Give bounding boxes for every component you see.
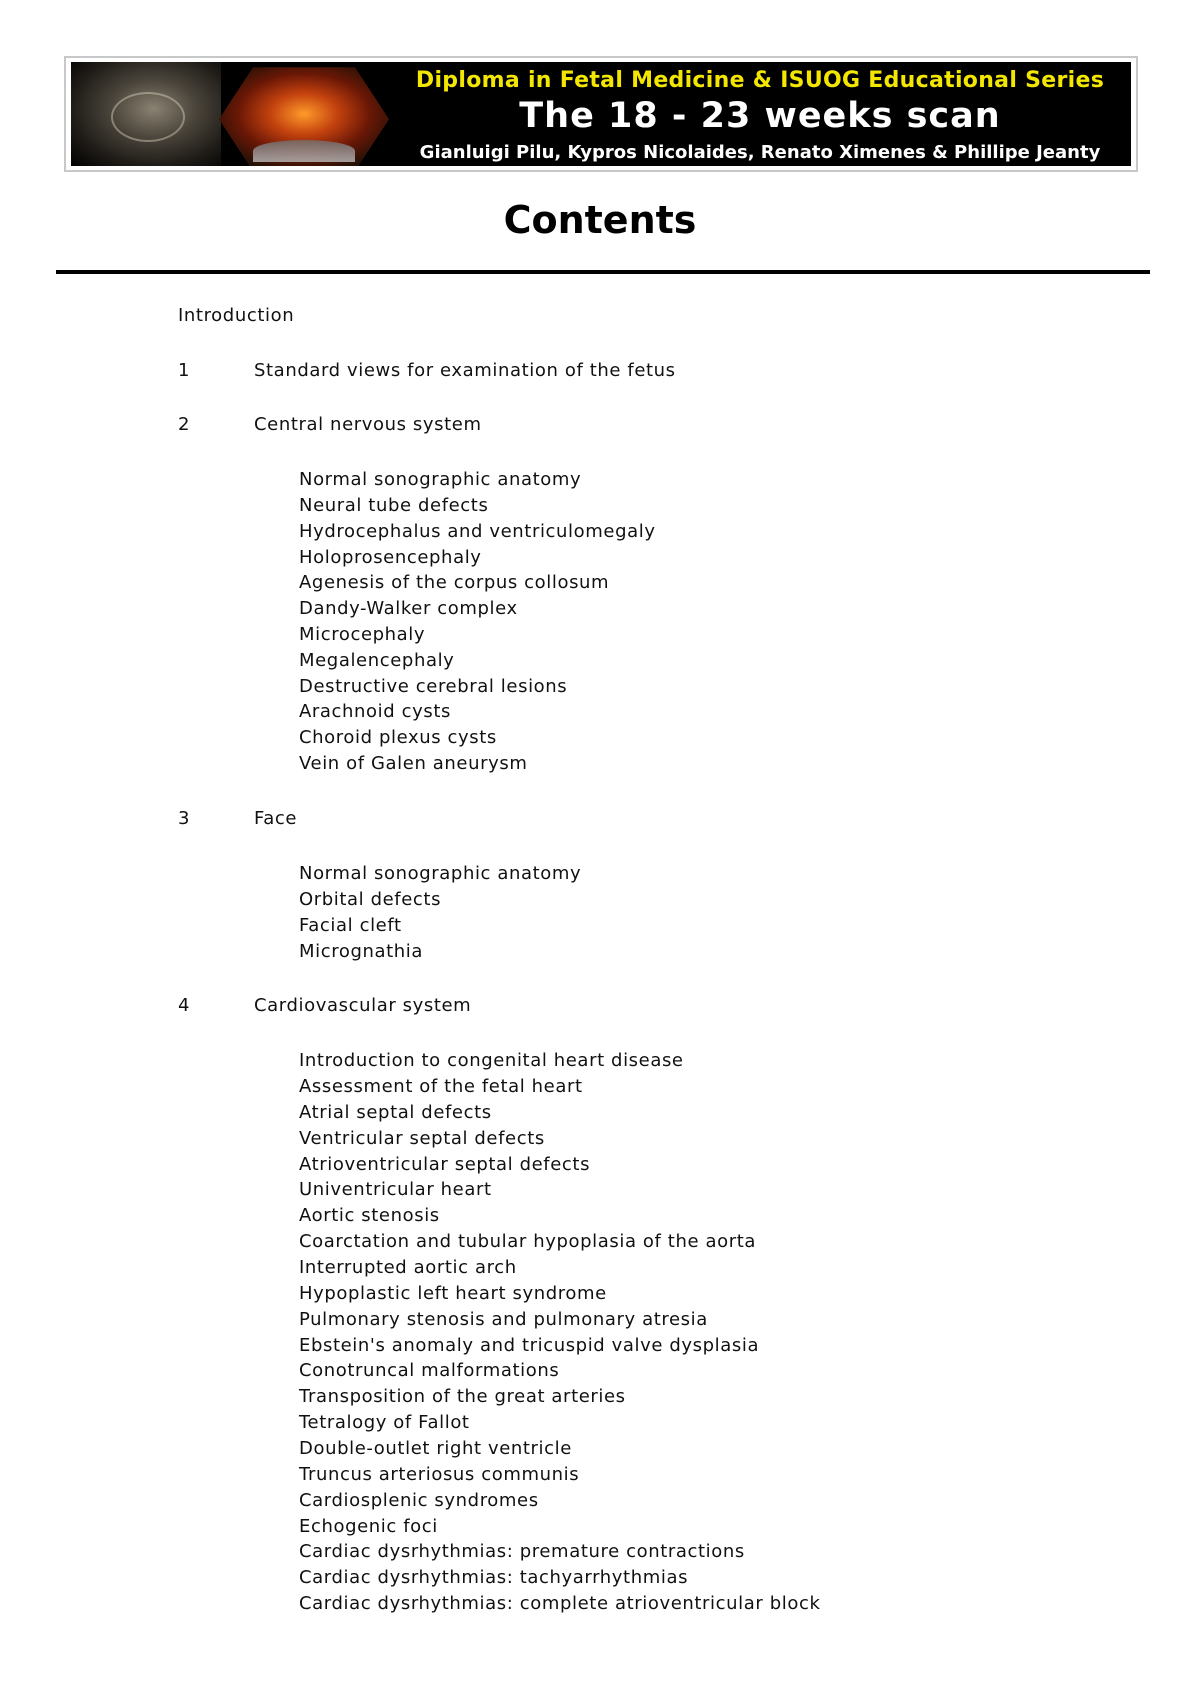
toc-item: Orbital defects: [299, 889, 442, 910]
toc-item: Transposition of the great arteries: [299, 1386, 626, 1407]
toc-item: Choroid plexus cysts: [299, 727, 497, 748]
chapter-title: Central nervous system: [254, 414, 482, 435]
toc-item: Univentricular heart: [299, 1179, 492, 1200]
toc-item: Holoprosencephaly: [299, 547, 482, 568]
page-title: Contents: [503, 198, 697, 242]
toc-item: Cardiac dysrhythmias: premature contractions: [299, 1541, 745, 1562]
toc-item: Normal sonographic anatomy: [299, 469, 582, 490]
toc-item: Neural tube defects: [299, 495, 489, 516]
toc-item: Arachnoid cysts: [299, 701, 451, 722]
chapter-number: 3: [178, 808, 191, 829]
toc-item: Facial cleft: [299, 915, 402, 936]
toc-item: Dandy-Walker complex: [299, 598, 518, 619]
toc-item: Introduction to congenital heart disease: [299, 1050, 684, 1071]
toc-item: Atrial septal defects: [299, 1102, 492, 1123]
toc-item: Microcephaly: [299, 624, 426, 645]
chapter-title: Face: [254, 808, 298, 829]
toc-item: Cardiosplenic syndromes: [299, 1490, 539, 1511]
toc-item: Conotruncal malformations: [299, 1360, 560, 1381]
doppler-ultrasound-image: [219, 62, 389, 166]
toc-item: Echogenic foci: [299, 1516, 438, 1537]
toc-item: Assessment of the fetal heart: [299, 1076, 583, 1097]
toc-item: Aortic stenosis: [299, 1205, 440, 1226]
banner-text: [389, 62, 1131, 166]
toc-item: Cardiac dysrhythmias: complete atrioventricular block: [299, 1593, 821, 1614]
chapter-title: Standard views for examination of the fetus: [254, 360, 676, 381]
toc-item: Vein of Galen aneurysm: [299, 753, 528, 774]
banner-image: [71, 62, 1131, 166]
toc-item: Double-outlet right ventricle: [299, 1438, 572, 1459]
toc-item: Ventricular septal defects: [299, 1128, 545, 1149]
chapter-title: Cardiovascular system: [254, 995, 472, 1016]
header-banner: [64, 56, 1138, 172]
toc-item: Micrognathia: [299, 941, 424, 962]
toc-item: Coarctation and tubular hypoplasia of the aorta: [299, 1231, 756, 1252]
authors: Gianluigi Pilu, Kypros Nicolaides, Renato Ximenes & Phillipe Jeanty: [419, 142, 1101, 163]
toc-item: Truncus arteriosus communis: [299, 1464, 580, 1485]
toc-item: Pulmonary stenosis and pulmonary atresia: [299, 1309, 708, 1330]
toc-item: Atrioventricular septal defects: [299, 1154, 591, 1175]
toc-item: Tetralogy of Fallot: [299, 1412, 470, 1433]
chapter-number: 1: [178, 360, 191, 381]
series-title: Diploma in Fetal Medicine & ISUOG Educational Series: [415, 68, 1105, 93]
toc-item: Ebstein's anomaly and tricuspid valve dysplasia: [299, 1335, 760, 1356]
toc-item: Hypoplastic left heart syndrome: [299, 1283, 607, 1304]
toc-item: Cardiac dysrhythmias: tachyarrhythmias: [299, 1567, 689, 1588]
toc-item: Normal sonographic anatomy: [299, 863, 582, 884]
chapter-number: 2: [178, 414, 191, 435]
title-divider: [56, 270, 1150, 274]
toc-item: Destructive cerebral lesions: [299, 676, 568, 697]
toc-item: Megalencephaly: [299, 650, 455, 671]
ultrasound-image-left: [71, 62, 221, 166]
book-title: The 18 - 23 weeks scan: [519, 96, 1001, 136]
toc-item: Agenesis of the corpus collosum: [299, 572, 610, 593]
toc-item: Interrupted aortic arch: [299, 1257, 517, 1278]
toc-introduction: Introduction: [178, 305, 295, 326]
chapter-number: 4: [178, 995, 191, 1016]
toc-item: Hydrocephalus and ventriculomegaly: [299, 521, 656, 542]
